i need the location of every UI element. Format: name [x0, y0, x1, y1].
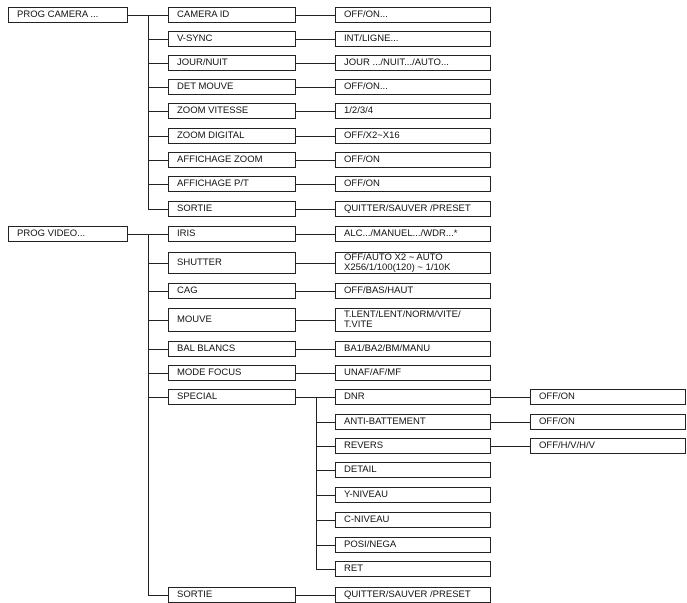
root-box-prog-camera: PROG CAMERA ...: [8, 7, 128, 23]
connector-branch: [148, 291, 168, 292]
connector-value: [491, 422, 530, 423]
connector-branch: [316, 397, 335, 398]
connector-branch: [148, 320, 168, 321]
connector-value: [296, 136, 335, 137]
value-box-camera-8: QUITTER/SAUVER /PRESET: [335, 201, 491, 217]
connector-value: [296, 15, 335, 16]
connector-branch: [316, 545, 335, 546]
connector-branch: [316, 520, 335, 521]
special-value-0: OFF/ON: [530, 389, 686, 405]
connector-value: [296, 111, 335, 112]
trunk-special: [316, 397, 317, 569]
connector-value: [296, 320, 335, 321]
connector-value: [296, 263, 335, 264]
connector-value: [296, 349, 335, 350]
connector-value: [296, 209, 335, 210]
connector-branch: [148, 373, 168, 374]
menu-item-camera-1: V-SYNC: [168, 31, 296, 47]
connector-branch: [148, 209, 168, 210]
special-item-6: POSI/NEGA: [335, 537, 491, 553]
connector-value: [296, 234, 335, 235]
special-item-2: REVERS: [335, 438, 491, 454]
menu-item-camera-7: AFFICHAGE P/T: [168, 176, 296, 192]
connector-branch: [316, 422, 335, 423]
value-box-video-3: T.LENT/LENT/NORM/VITE/ T.VITE: [335, 308, 491, 332]
connector-branch: [148, 63, 168, 64]
menu-item-video-6: SPECIAL: [168, 389, 296, 405]
special-item-1: ANTI-BATTEMENT: [335, 414, 491, 430]
menu-item-video-1: SHUTTER: [168, 252, 296, 274]
special-item-7: RET: [335, 561, 491, 577]
menu-item-video-4: BAL BLANCS: [168, 341, 296, 357]
value-box-camera-1: INT/LIGNE...: [335, 31, 491, 47]
connector-value: [296, 595, 335, 596]
connector-value: [296, 373, 335, 374]
value-box-camera-4: 1/2/3/4: [335, 103, 491, 119]
connector-branch: [148, 349, 168, 350]
connector-branch: [148, 39, 168, 40]
special-value-1: OFF/ON: [530, 414, 686, 430]
connector-branch: [148, 87, 168, 88]
connector-branch: [148, 184, 168, 185]
connector-value: [296, 63, 335, 64]
connector-branch: [148, 160, 168, 161]
value-box-video-5: UNAF/AF/MF: [335, 365, 491, 381]
menu-item-camera-4: ZOOM VITESSE: [168, 103, 296, 119]
connector-value: [296, 87, 335, 88]
connector-branch: [148, 595, 168, 596]
connector-branch: [148, 136, 168, 137]
value-box-video-2: OFF/BAS/HAUT: [335, 283, 491, 299]
connector-branch: [316, 446, 335, 447]
value-box-video-7: QUITTER/SAUVER /PRESET: [335, 587, 491, 603]
menu-item-camera-8: SORTIE: [168, 201, 296, 217]
value-box-camera-7: OFF/ON: [335, 176, 491, 192]
menu-item-camera-0: CAMERA ID: [168, 7, 296, 23]
special-item-4: Y-NIVEAU: [335, 487, 491, 503]
value-box-video-4: BA1/BA2/BM/MANU: [335, 341, 491, 357]
connector-branch: [148, 263, 168, 264]
special-value-2: OFF/H/V/H/V: [530, 438, 686, 454]
value-box-camera-6: OFF/ON: [335, 152, 491, 168]
value-box-camera-2: JOUR .../NUIT.../AUTO...: [335, 55, 491, 71]
connector-value: [491, 397, 530, 398]
connector-special: [296, 397, 316, 398]
connector-branch: [316, 569, 335, 570]
root-box-prog-video: PROG VIDEO...: [8, 226, 128, 242]
menu-item-video-3: MOUVE: [168, 308, 296, 332]
special-item-0: DNR: [335, 389, 491, 405]
connector-value: [296, 39, 335, 40]
special-item-5: C-NIVEAU: [335, 512, 491, 528]
value-box-camera-5: OFF/X2~X16: [335, 128, 491, 144]
menu-item-video-7: SORTIE: [168, 587, 296, 603]
menu-item-camera-2: JOUR/NUIT: [168, 55, 296, 71]
menu-item-video-5: MODE FOCUS: [168, 365, 296, 381]
value-box-video-0: ALC.../MANUEL.../WDR...*: [335, 226, 491, 242]
value-box-video-1: OFF/AUTO X2 ~ AUTO X256/1/100(120) ~ 1/10K: [335, 252, 491, 274]
value-box-camera-0: OFF/ON...: [335, 7, 491, 23]
connector-value: [296, 160, 335, 161]
menu-item-camera-3: DET MOUVE: [168, 79, 296, 95]
connector-branch: [148, 111, 168, 112]
connector-value: [491, 446, 530, 447]
menu-item-video-0: IRIS: [168, 226, 296, 242]
connector-branch: [316, 495, 335, 496]
connector-branch: [148, 397, 168, 398]
connector-branch: [316, 470, 335, 471]
special-item-3: DETAIL: [335, 462, 491, 478]
trunk-camera: [148, 15, 149, 209]
connector-value: [296, 291, 335, 292]
menu-item-camera-5: ZOOM DIGITAL: [168, 128, 296, 144]
trunk-video: [148, 234, 149, 595]
connector-value: [296, 184, 335, 185]
menu-item-camera-6: AFFICHAGE ZOOM: [168, 152, 296, 168]
value-box-camera-3: OFF/ON...: [335, 79, 491, 95]
menu-item-video-2: CAG: [168, 283, 296, 299]
